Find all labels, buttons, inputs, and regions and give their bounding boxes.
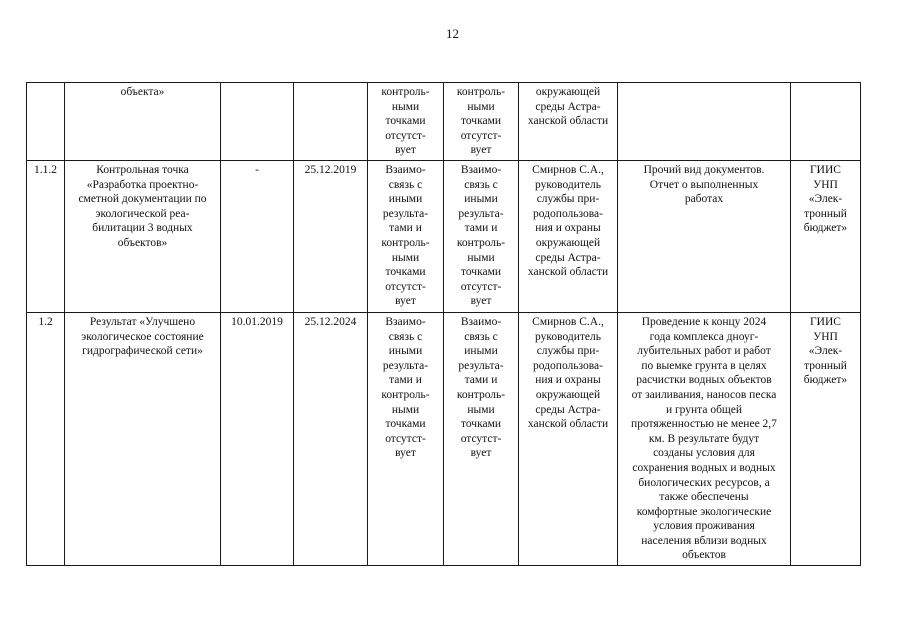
successor-cell: Взаимо- связь с иными результа- тами и контроль- ными точками отсутст- вует <box>444 312 519 565</box>
result-type-cell: Прочий вид документов. Отчет о выполненных работах <box>618 160 791 312</box>
responsible-cell: окружающей среды Астра- ханской области <box>519 83 618 161</box>
name-cell: Результат «Улучшено экологическое состояние гидрографической сети» <box>65 312 221 565</box>
name-cell: Контрольная точка «Разработка проектно- сметной документации по экологической реа- билитации 3 водных объектов» <box>65 160 221 312</box>
predecessor-cell: Взаимо- связь с иными результа- тами и контроль- ными точками отсутст- вует <box>368 312 444 565</box>
start-date-cell <box>221 83 294 161</box>
name-cell: объекта» <box>65 83 221 161</box>
successor-cell: Взаимо- связь с иными результа- тами и контроль- ными точками отсутст- вует <box>444 160 519 312</box>
end-date-cell: 25.12.2019 <box>294 160 368 312</box>
result-type-cell: Проведение к концу 2024 года комплекса дноуг- лубительных работ и работ по выемке грунта в целях расчистки водных объектов от заиливания, наносов песка и грунта общей протяженностью не менее 2,7 км. В результате будут созданы условия для сохранения водных и водных биологических ресурсов, а также обеспечены комфортные экологические условия проживания населения вблизи водных объектов <box>618 312 791 565</box>
successor-cell: контроль- ными точками отсутст- вует <box>444 83 519 161</box>
table-row <box>27 83 861 161</box>
start-date-cell: 10.01.2019 <box>221 312 294 565</box>
result-type-cell <box>618 83 791 161</box>
predecessor-cell: Взаимо- связь с иными результа- тами и контроль- ными точками отсутст- вует <box>368 160 444 312</box>
responsible-cell: Смирнов С.А., руководитель службы при- родопользова- ния и охраны окружающей среды Астра- ханской области <box>519 312 618 565</box>
end-date-cell <box>294 83 368 161</box>
end-date-cell: 25.12.2024 <box>294 312 368 565</box>
table-row <box>27 312 861 565</box>
row-number-cell: 1.2 <box>27 312 65 565</box>
row-number-cell <box>27 83 65 161</box>
page-number: 12 <box>446 26 459 41</box>
info-system-cell: ГИИС УНП «Элек- тронный бюджет» <box>791 160 861 312</box>
info-system-cell: ГИИС УНП «Элек- тронный бюджет» <box>791 312 861 565</box>
start-date-cell: - <box>221 160 294 312</box>
results-table <box>26 82 861 566</box>
info-system-cell <box>791 83 861 161</box>
responsible-cell: Смирнов С.А., руководитель службы при- родопользова- ния и охраны окружающей среды Астра- ханской области <box>519 160 618 312</box>
row-number-cell: 1.1.2 <box>27 160 65 312</box>
table-row <box>27 160 861 312</box>
predecessor-cell: контроль- ными точками отсутст- вует <box>368 83 444 161</box>
